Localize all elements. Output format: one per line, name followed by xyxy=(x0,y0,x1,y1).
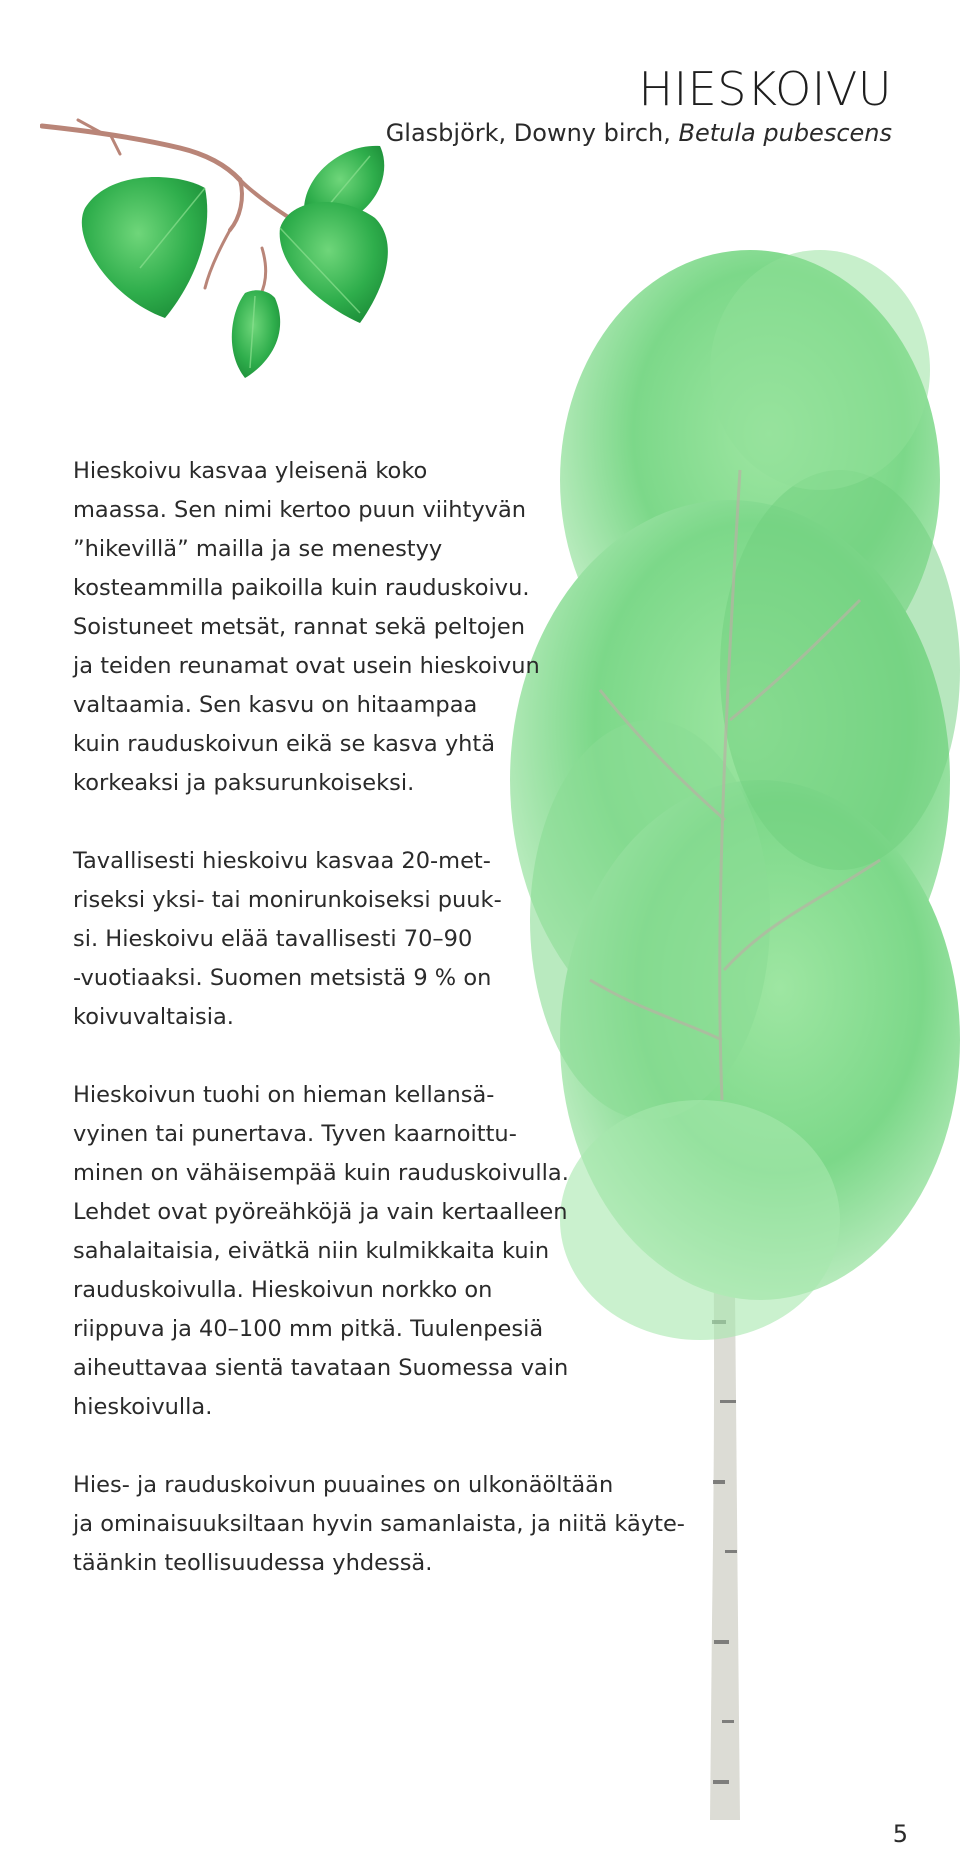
page-title: HIESKOIVU xyxy=(638,62,892,116)
text-line: ja ominaisuuksiltaan hyvin samanlaista, ja niitä käyte- xyxy=(73,1511,685,1537)
text-line: ja teiden reunamat ovat usein hieskoivun xyxy=(73,653,540,679)
subtitle-common-names: Glasbjörk, Downy birch, xyxy=(385,119,679,147)
leaf-shape xyxy=(82,177,207,318)
paragraph-4 xyxy=(73,1466,685,1583)
text-line: Soistuneet metsät, rannat sekä peltojen xyxy=(73,614,526,640)
text-line: Tavallisesti hieskoivu kasvaa 20-met- xyxy=(73,848,491,874)
text-line: -vuotiaaksi. Suomen metsistä 9 % on xyxy=(73,965,492,991)
page-number: 5 xyxy=(892,1820,908,1848)
text-line: kuin rauduskoivun eikä se kasva yhtä xyxy=(73,731,496,757)
text-line: aiheuttavaa sientä tavataan Suomessa vain xyxy=(73,1355,569,1381)
paragraph-3 xyxy=(73,1076,673,1427)
text-line: sahalaitaisia, eivätkä niin kulmikkaita kuin xyxy=(73,1238,550,1264)
text-line: hieskoivulla. xyxy=(73,1394,213,1420)
text-line: riippuva ja 40–100 mm pitkä. Tuulenpesiä xyxy=(73,1316,544,1342)
text-line: kosteammilla paikoilla kuin rauduskoivu. xyxy=(73,575,530,601)
article-body xyxy=(73,452,685,1622)
text-line: Lehdet ovat pyöreähköjä ja vain kertaalleen xyxy=(73,1199,568,1225)
paragraph-1 xyxy=(73,452,673,803)
text-line: ”hikevillä” mailla ja se menestyy xyxy=(73,536,443,562)
text-line: Hies- ja rauduskoivun puuaines on ulkonäöltään xyxy=(73,1472,614,1498)
text-line: korkeaksi ja paksurunkoiseksi. xyxy=(73,770,415,796)
text-line: täänkin teollisuudessa yhdessä. xyxy=(73,1550,433,1576)
text-line: vyinen tai punertava. Tyven kaarnoittu- xyxy=(73,1121,517,1147)
subtitle-latin-name: Betula pubescens xyxy=(678,119,892,147)
text-line: Hieskoivu kasvaa yleisenä koko xyxy=(73,458,428,484)
text-line: rauduskoivulla. Hieskoivun norkko on xyxy=(73,1277,493,1303)
text-line: Hieskoivun tuohi on hieman kellansä- xyxy=(73,1082,495,1108)
text-line: minen on vähäisempää kuin rauduskoivulla. xyxy=(73,1160,569,1186)
text-line: valtaamia. Sen kasvu on hitaampaa xyxy=(73,692,478,718)
text-line: maassa. Sen nimi kertoo puun viihtyvän xyxy=(73,497,527,523)
text-line: koivuvaltaisia. xyxy=(73,1004,234,1030)
text-line: riseksi yksi- tai monirunkoiseksi puuk- xyxy=(73,887,502,913)
paragraph-2 xyxy=(73,842,673,1037)
text-line: si. Hieskoivu elää tavallisesti 70–90 xyxy=(73,926,473,952)
birch-leaf-branch-illustration xyxy=(40,118,490,448)
